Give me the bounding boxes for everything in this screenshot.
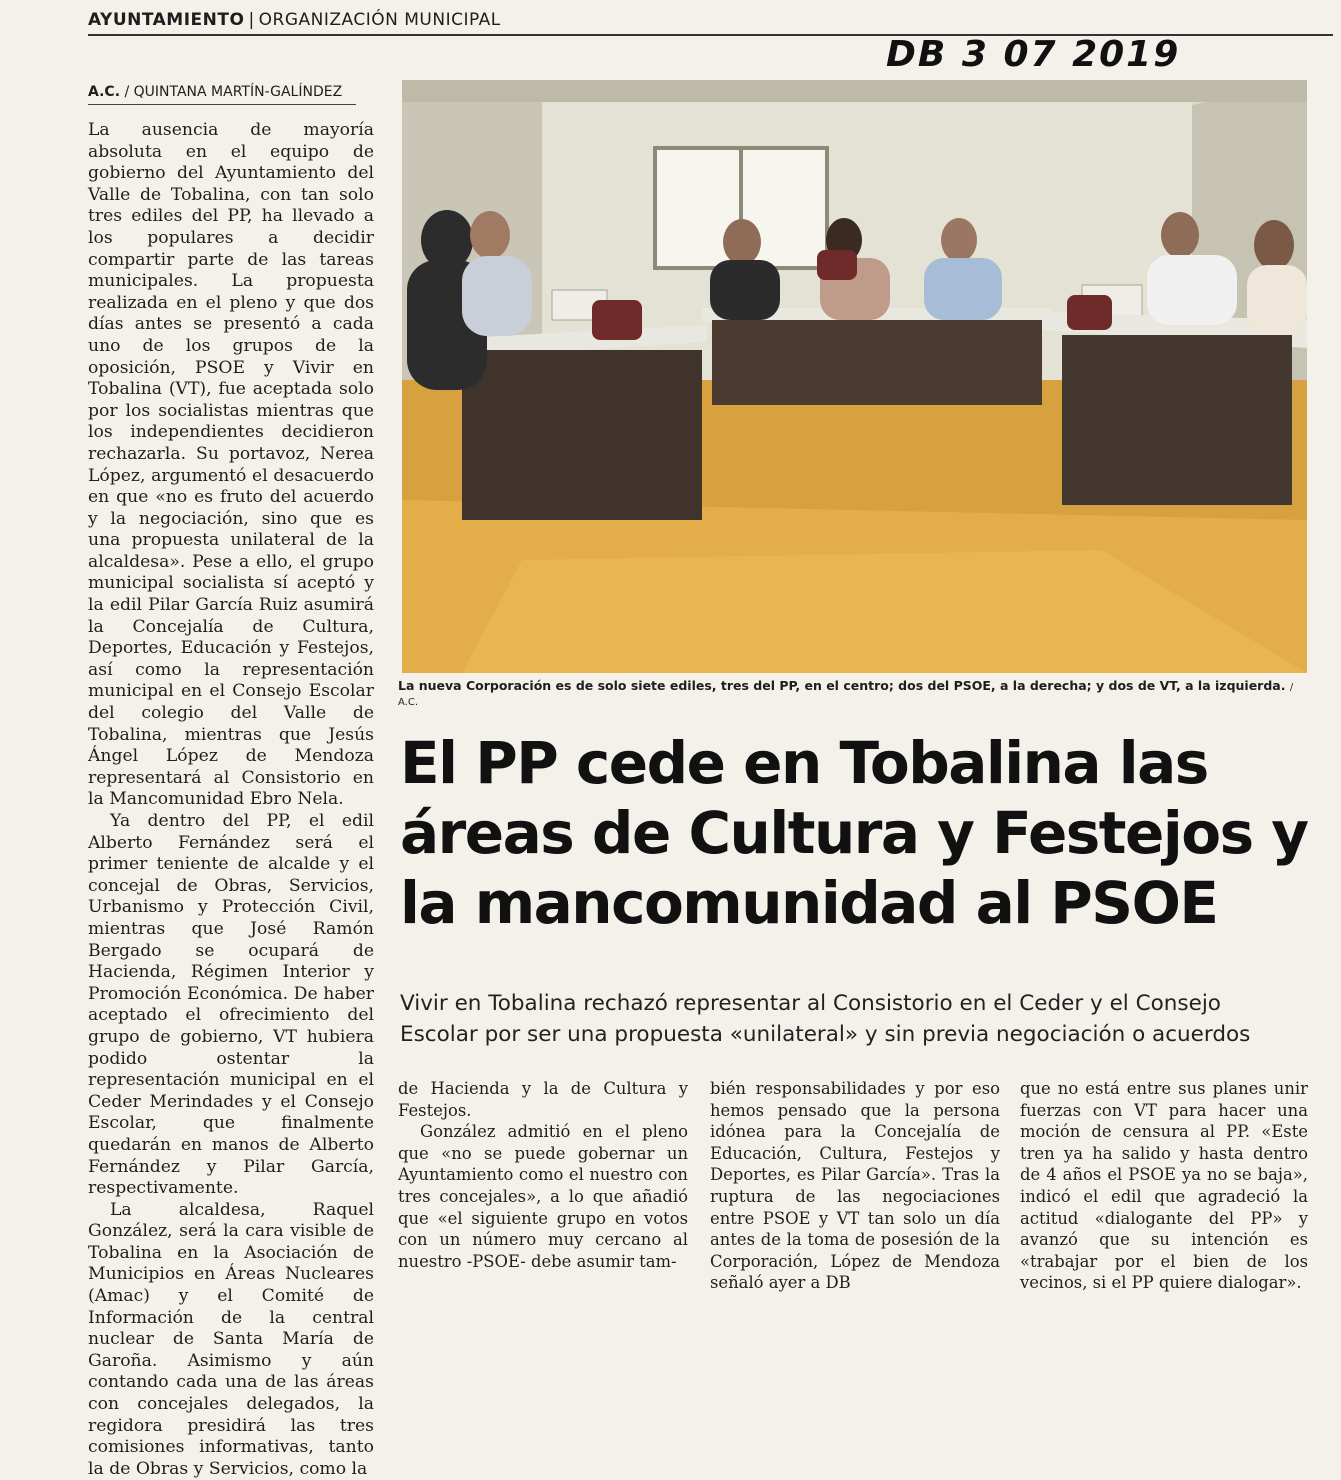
paragraph: González admitió en el pleno que «no se puede gobernar un Ayuntamiento como el nuestro con tres concejales», a lo que añadió que «el siguiente grupo en votos con un número muy cercano al nuestro -PSOE- debe asumir tam- <box>398 1122 688 1271</box>
subheadline: Vivir en Tobalina rechazó representar al Consistorio en el Ceder y el Consejo Escolar por ser una propuesta «unilateral» y sin previa negociación o acuerdos <box>400 991 1251 1047</box>
headline: El PP cede en Tobalina las áreas de Cultura y Festejos y la mancomunidad al PSOE <box>400 729 1308 937</box>
photo-credit: / A.C. <box>398 682 1294 708</box>
paragraph: de Hacienda y la de Cultura y Festejos. <box>398 1079 688 1120</box>
left-column <box>88 120 374 1480</box>
meeting-room-illustration <box>402 80 1307 673</box>
section-name: AYUNTAMIENTO <box>88 10 245 30</box>
news-photo <box>402 80 1307 673</box>
byline-author: QUINTANA MARTÍN-GALÍNDEZ <box>133 84 343 100</box>
paragraph: Ya dentro del PP, el edil Alberto Fernández será el primer teniente de alcalde y el concejal de Obras, Servicios, Urbanismo y Protección Civil, mientras que José Ramón Bergado se ocupará de Hacienda, Régimen Interior y Promoción Económica. De haber aceptado el ofrecimiento del grupo de gobierno, VT hubiera podido ostentar la representación municipal en el Ceder Merindades y el Consejo Escolar, que finalmente quedarán en manos de Alberto Fernández y Pilar García, respectivamente. <box>88 811 374 1199</box>
byline: A.C. / QUINTANA MARTÍN-GALÍNDEZ <box>88 82 356 105</box>
section-header <box>88 6 1333 36</box>
paragraph: La alcaldesa, Raquel González, será la cara visible de Tobalina en la Asociación de Municipios en Áreas Nucleares (Amac) y el Comité de Información de la central nuclear de Santa María de Garoña. Asimismo y aún contando cada una de las áreas con concejales delegados, la regidora presidirá las tres comisiones informativas, tanto la de Obras y Servicios, como la <box>88 1199 374 1479</box>
section-divider: | <box>248 10 255 30</box>
body-column-1 <box>398 1078 688 1272</box>
subsection-name: ORGANIZACIÓN MUNICIPAL <box>258 10 501 30</box>
photo-caption <box>398 678 1308 708</box>
paragraph: bién responsabilidades y por eso hemos pensado que la persona idónea para la Concejalía de Educación, Cultura, Festejos y Deportes, es Pilar García». Tras la ruptura de las negociaciones entre PSOE y VT tan solo un día antes de la toma de posesión de la Corporación, López de Mendoza señaló ayer a DB <box>710 1079 1000 1293</box>
byline-initials: A.C. <box>88 84 121 100</box>
date-stamp: DB 3 07 2019 <box>886 34 1181 75</box>
paragraph: La ausencia de mayoría absoluta en el equipo de gobierno del Ayuntamiento del Valle de Tobalina, con tan solo tres ediles del PP, ha llevado a los populares a decidir compartir parte de las tareas municipales. La propuesta realizada en el pleno y que dos días antes se presentó a cada uno de los grupos de la oposición, PSOE y Vivir en Tobalina (VT), fue aceptada solo por los socialistas mientras que los independientes decidieron rechazarla. Su portavoz, Nerea López, argumentó el desacuerdo en que «no es fruto del acuerdo y la negociación, sino que es una propuesta unilateral de la alcaldesa». Pese a ello, el grupo municipal socialista sí aceptó y la edil Pilar García Ruiz asumirá la Concejalía de Cultura, Deportes, Educación y Festejos, así como la representación municipal en el Consejo Escolar del colegio del Valle de Tobalina, mientras que Jesús Ángel López de Mendoza representará al Consistorio en la Mancomunidad Ebro Nela. <box>88 120 374 810</box>
caption-text: La nueva Corporación es de solo siete ediles, tres del PP, en el centro; dos del PSOE, a la derecha; y dos de VT, a la izquierda. <box>398 678 1286 693</box>
body-column-3 <box>1020 1078 1308 1294</box>
paragraph: que no está entre sus planes unir fuerzas con VT para hacer una moción de censura al PP. «Este tren ya ha salido y hasta dentro de 4 años el PSOE ya no se baja», indicó el edil que agradeció la actitud «dialogante del PP» y avanzó que su intención es «trabajar por el bien de los vecinos, si el PP quiere dialogar». <box>1020 1079 1308 1293</box>
body-column-2 <box>710 1078 1000 1294</box>
